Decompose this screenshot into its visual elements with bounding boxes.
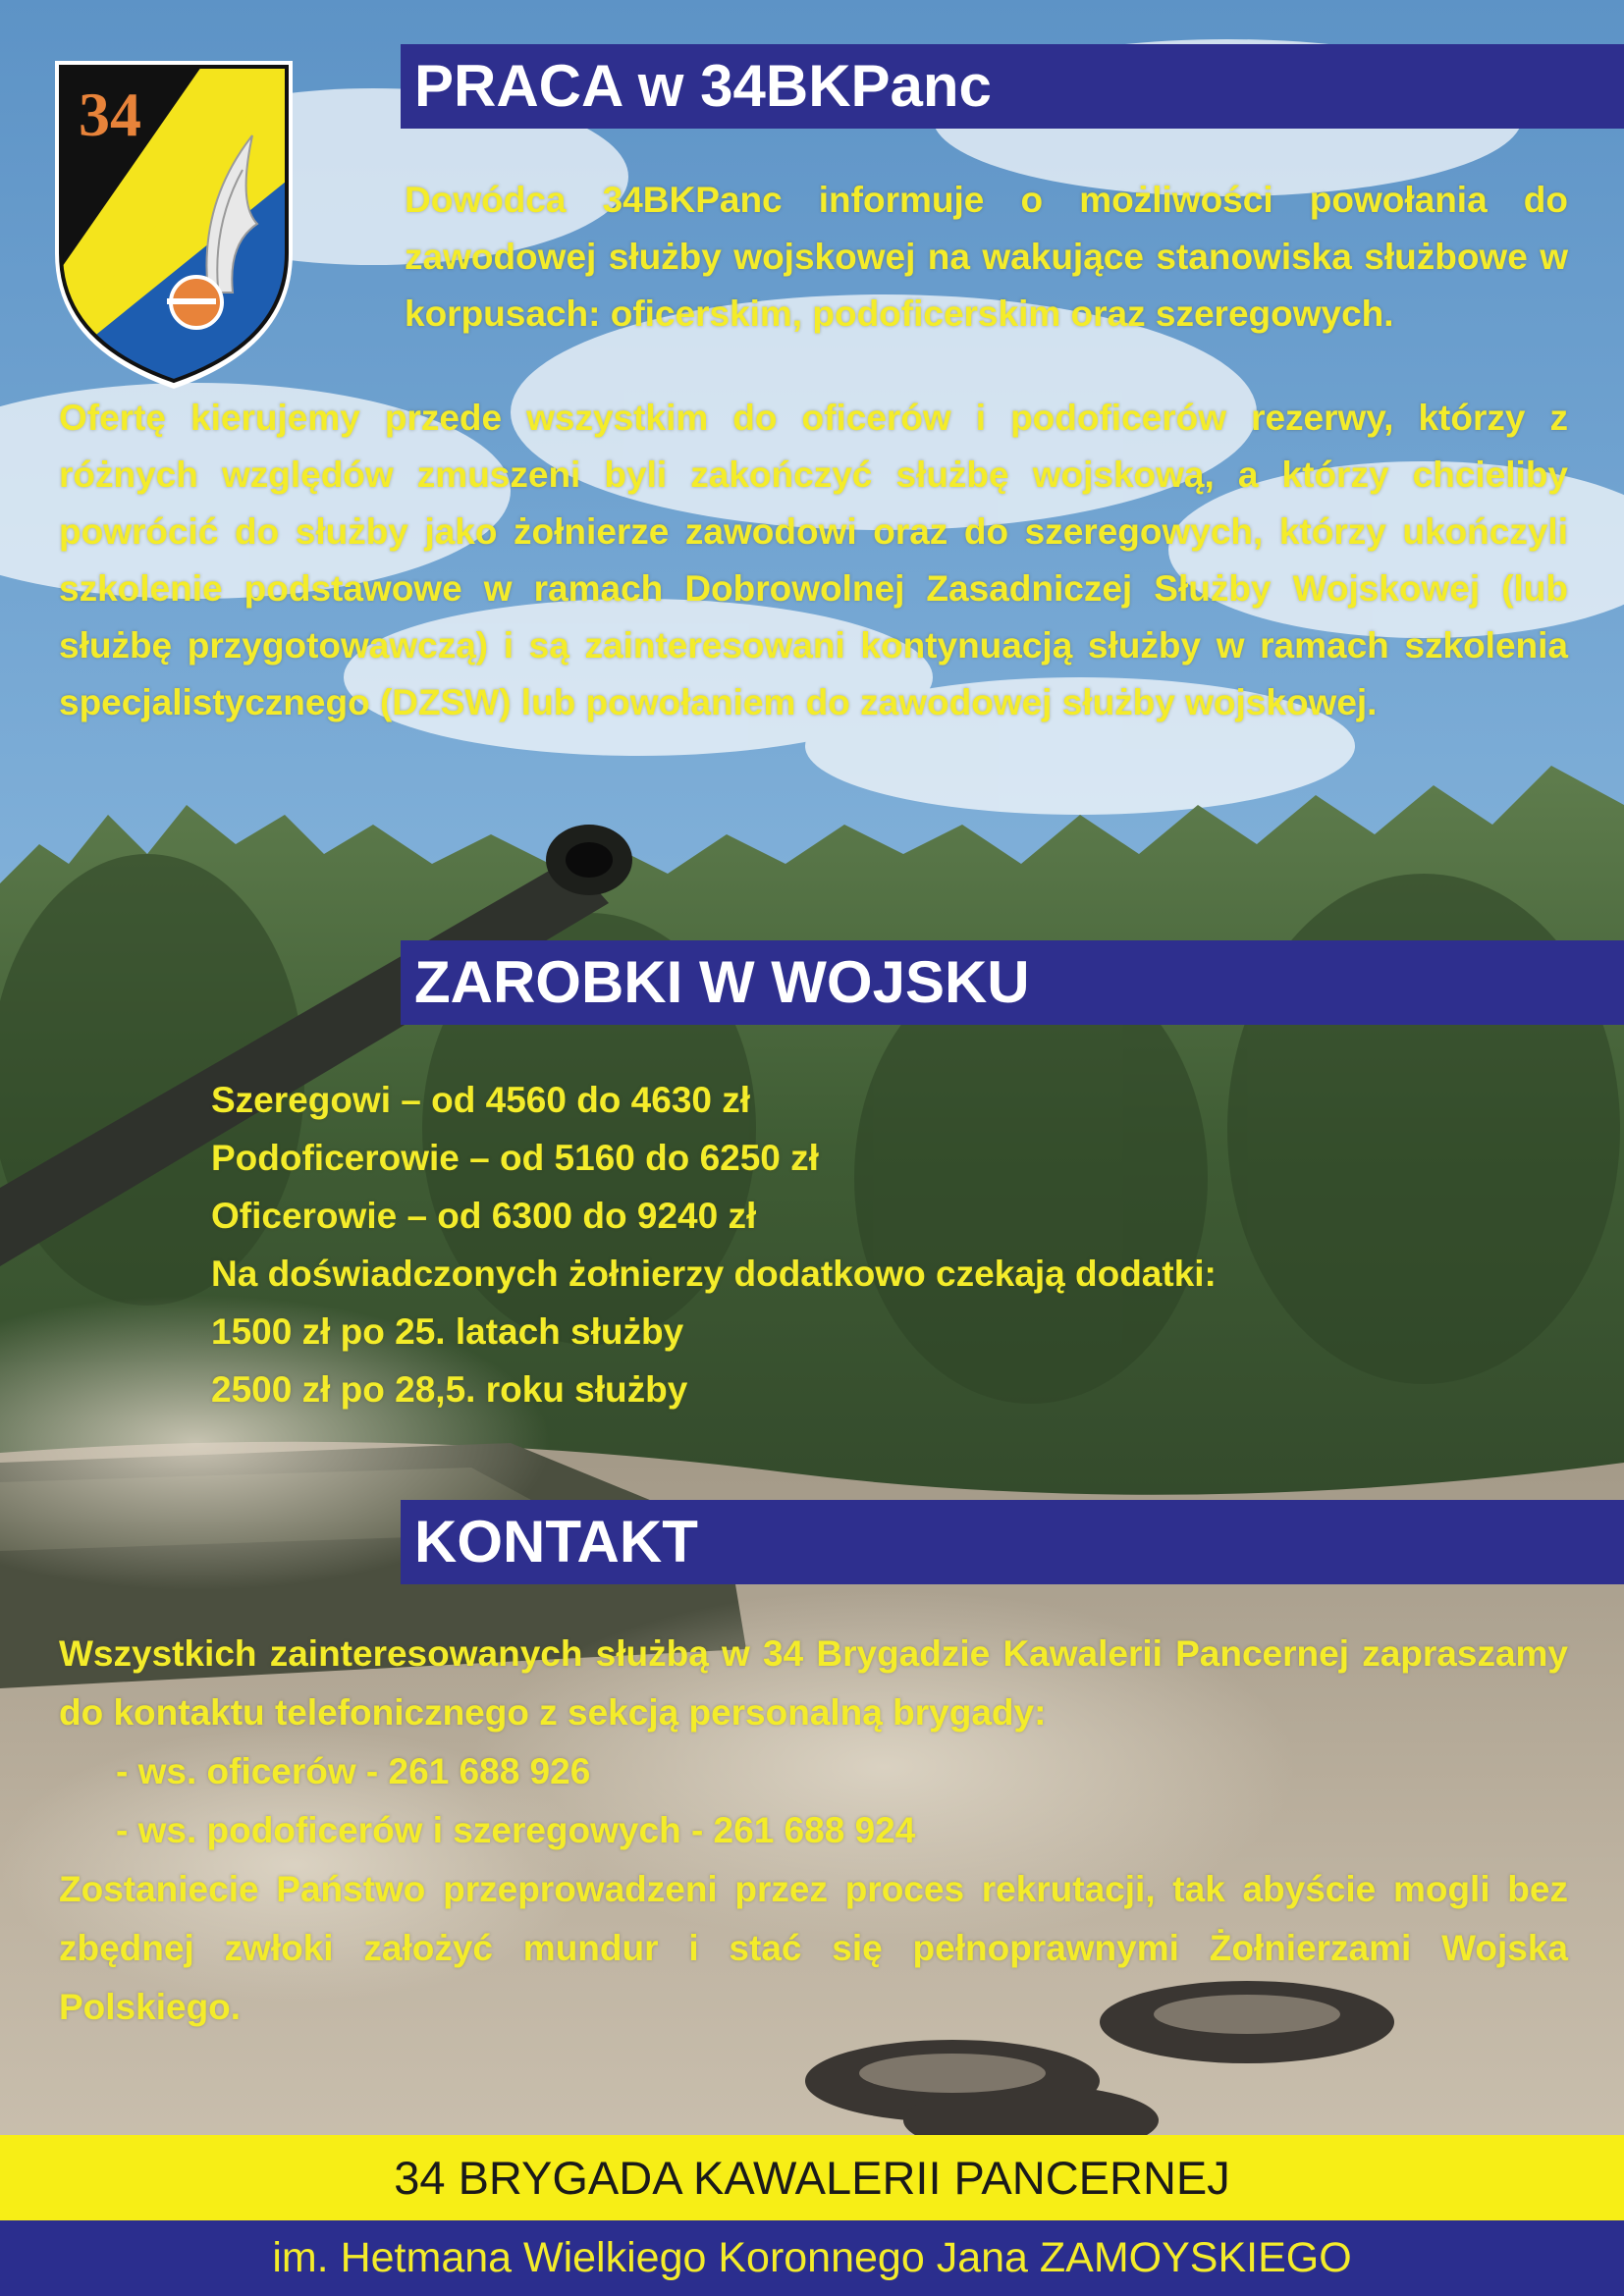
praca-title: PRACA w 34BKPanc	[401, 44, 1624, 129]
kontakt-title: KONTAKT	[401, 1500, 1624, 1584]
footer-line1: 34 BRYGADA KAWALERII PANCERNEJ	[394, 2152, 1230, 2204]
kontakt-outro: Zostaniecie Państwo przeprowadzeni przez proces rekrutacji, tak abyście mogli bez zbędnej zwłoki założyć mundur i stać się pełnoprawnymi Żołnierzami Wojska Polskiego.	[59, 1869, 1568, 2027]
footer-brigade-name	[0, 2135, 1624, 2220]
kontakt-body	[59, 1625, 1568, 2037]
contact-officers: - ws. oficerów - 261 688 926	[116, 1751, 591, 1791]
praca-intro	[405, 172, 1568, 343]
salary-line-podoficerowie: Podoficerowie – od 5160 do 6250 zł	[211, 1138, 819, 1178]
zarobki-title: ZAROBKI W WOJSKU	[401, 940, 1624, 1025]
salary-line-szeregowi: Szeregowi – od 4560 do 4630 zł	[211, 1080, 751, 1120]
praca-intro-text: Dowódca 34BKPanc informuje o możliwości powołania do zawodowej służby wojskowej na wakujące stanowiska służbowe w korpusach: oficerskim, podoficerskim oraz szeregowych.	[405, 180, 1568, 334]
praca-body-text: Ofertę kierujemy przede wszystkim do oficerów i podoficerów rezerwy, którzy z różnych względów zmuszeni byli zakończyć służbę wojskową, a którzy chcieliby powrócić do służby jako żołnierze zawodowi oraz do szeregowych, którzy ukończyli szkolenie podstawowe w ramach Dobrowolnej Zasadniczej Służby Wojskowej (lub służbę przygotowawczą) i są zainteresowani kontynuacją służby w ramach szkolenia specjalistycznego (DZSW) lub powołaniem do zawodowej służby wojskowej.	[59, 398, 1568, 722]
salary-line-oficerowie: Oficerowie – od 6300 do 9240 zł	[211, 1196, 757, 1236]
kontakt-intro: Wszystkich zainteresowanych służbą w 34 Brygadzie Kawalerii Pancernej zapraszamy do kontaktu telefonicznego z sekcją personalną brygady:	[59, 1633, 1568, 1733]
zarobki-list	[211, 1071, 1488, 1418]
salary-line-bonus-25: 1500 zł po 25. latach służby	[211, 1311, 684, 1352]
brigade-shield-icon	[51, 57, 297, 391]
footer-patron	[0, 2220, 1624, 2296]
salary-line-bonus-28: 2500 zł po 28,5. roku służby	[211, 1369, 688, 1410]
praca-body	[59, 390, 1568, 731]
emblem-number: 34	[79, 80, 141, 149]
footer-line2: im. Hetmana Wielkiego Koronnego Jana ZAMOYSKIEGO	[272, 2234, 1352, 2281]
contact-nco-privates: - ws. podoficerów i szeregowych - 261 688 924	[116, 1810, 916, 1850]
salary-line-dodatki: Na doświadczonych żołnierzy dodatkowo czekają dodatki:	[211, 1254, 1217, 1294]
